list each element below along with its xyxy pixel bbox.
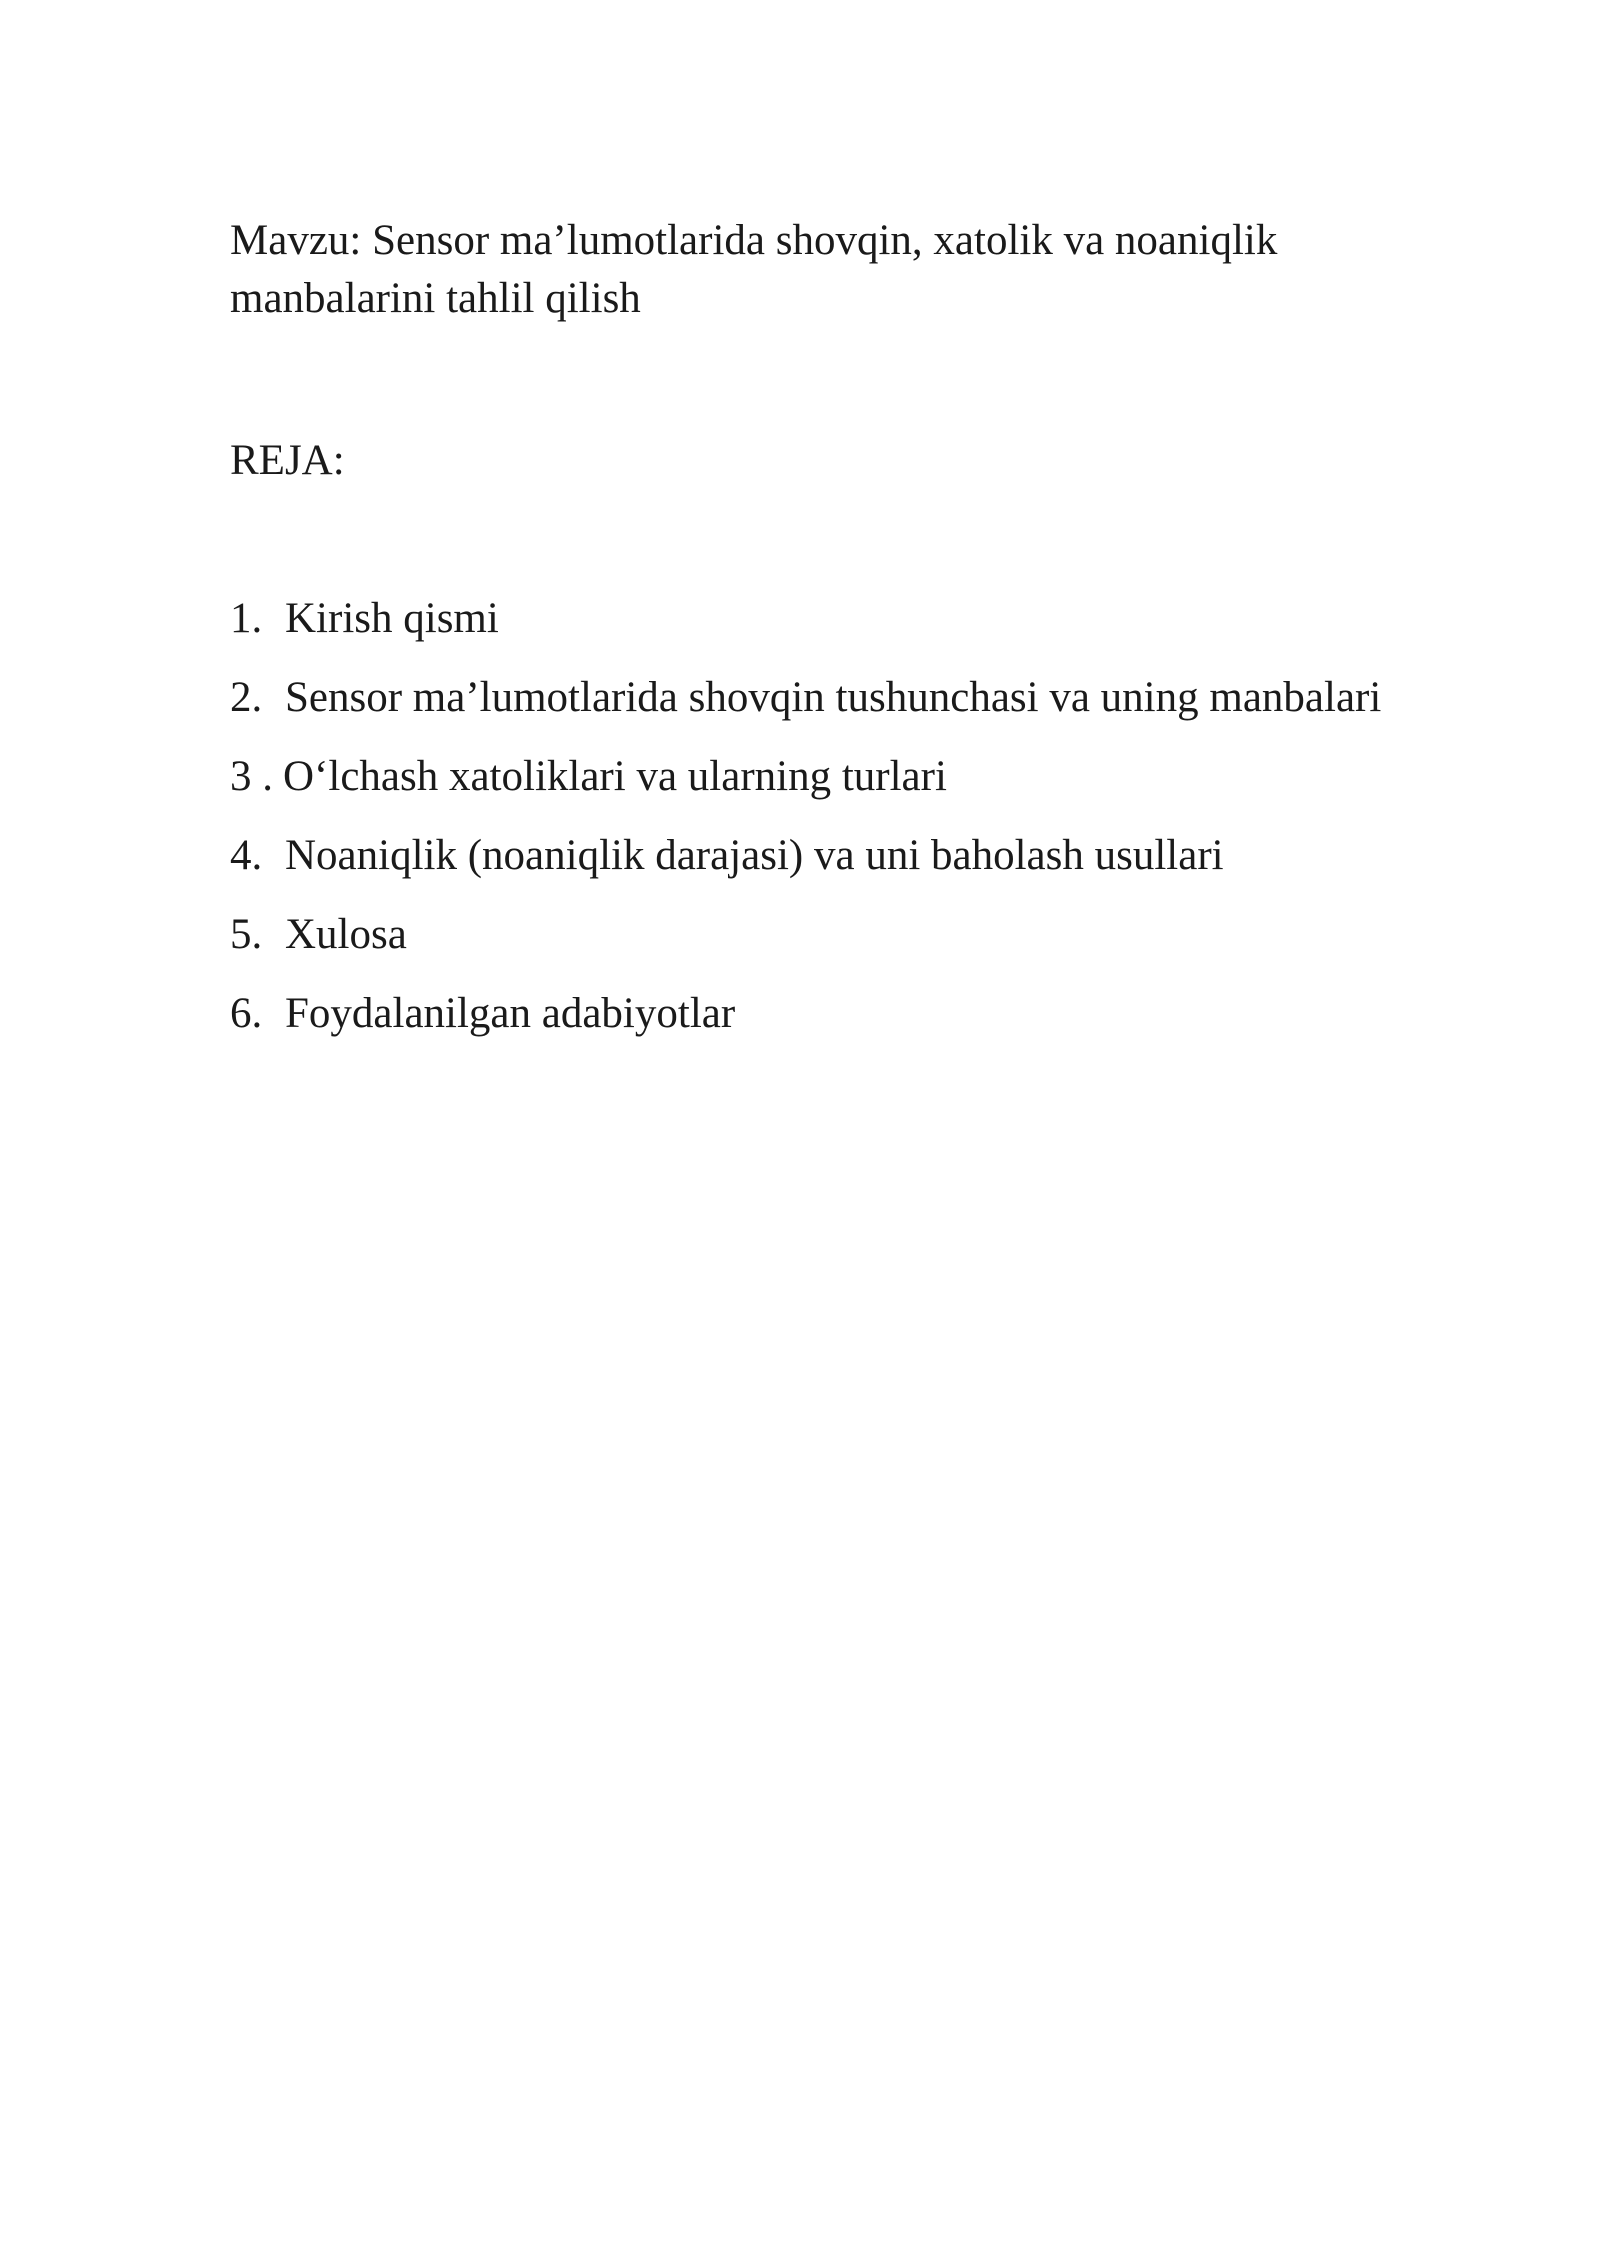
plan-item <box>230 985 1510 1064</box>
plan-item-number: 3 . <box>230 753 273 800</box>
plan-item-text: Xulosa <box>285 911 407 958</box>
plan-item-text: O‘lchash xatoliklari va ularning turlari <box>283 753 947 800</box>
document-topic: Mavzu: Sensor ma’lumotlarida shovqin, xatolik va noaniqlik manbalarini tahlil qilish <box>230 217 1278 322</box>
plan-item <box>230 590 1510 669</box>
plan-item-number: 2. <box>230 674 263 721</box>
plan-item <box>230 748 1510 827</box>
plan-item-text: Foydalanilgan adabiyotlar <box>285 990 736 1037</box>
plan-item <box>230 669 1510 748</box>
plan-item-number: 4. <box>230 832 263 879</box>
plan-heading: REJA: <box>230 437 345 484</box>
plan-item <box>230 827 1510 906</box>
plan-item-text: Noaniqlik (noaniqlik darajasi) va uni baholash usullari <box>285 832 1224 879</box>
plan-item-text: Kirish qismi <box>285 595 499 642</box>
plan-item <box>230 906 1510 985</box>
plan-list <box>230 590 1510 1064</box>
plan-item-number: 6. <box>230 990 263 1037</box>
plan-item-text: Sensor ma’lumotlarida shovqin tushunchasi va uning manbalari <box>285 674 1382 721</box>
plan-item-number: 1. <box>230 595 263 642</box>
plan-item-number: 5. <box>230 911 263 958</box>
